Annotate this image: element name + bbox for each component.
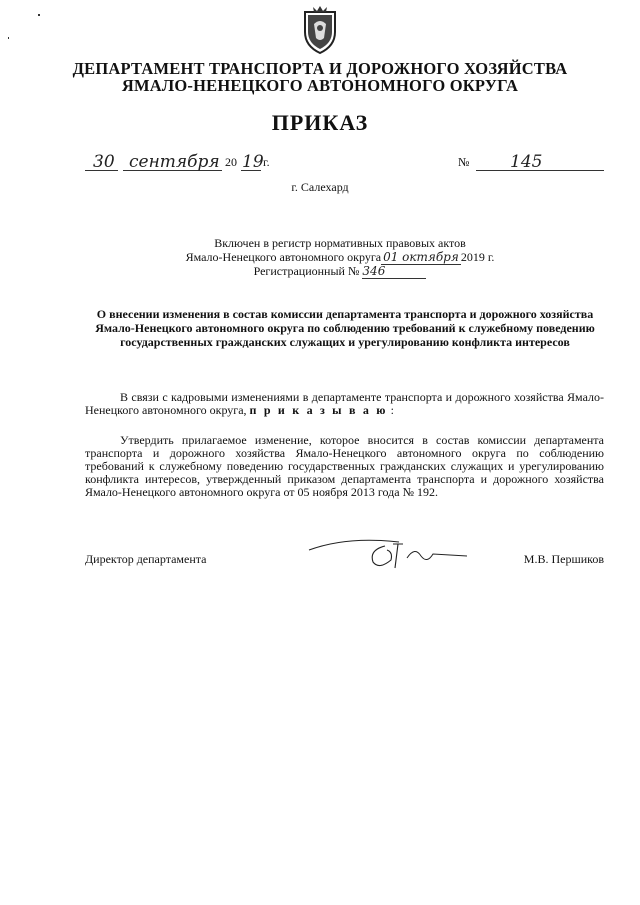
body-paragraph-1	[85, 391, 604, 417]
department-title-line2: ЯМАЛО-НЕНЕЦКОГО АВТОНОМНОГО ОКРУГА	[121, 76, 519, 95]
signatory-name: М.В. Першиков	[523, 552, 604, 566]
coat-of-arms-icon	[299, 4, 341, 56]
date-year-prefix: 20	[225, 155, 237, 169]
registry-line2-prefix: Ямало-Ненецкого автономного округа	[185, 250, 382, 264]
body-paragraph-2: Утвердить прилагаемое изменение, которое вносится в состав комиссии департамента транспорта и дорожного хозяйства Ямало-Ненецкого автономного округа по соблюдению требований к служебному поведению государственных гражданских служащих и урегулированию конфликта интересов, утвержденный приказом департамента транспорта и дорожного хозяйства Ямало-Ненецкого автономного округа от 05 ноября 2013 года № 192.	[85, 433, 604, 499]
number-value: 145	[510, 152, 543, 172]
paragraph-1-end: :	[390, 403, 394, 417]
order-subject: О внесении изменения в состав комиссии департамента транспорта и дорожного хозяйства Ямало-Ненецкого автономного округа по соблюдению требований к служебному поведению государственных гражданских служащих и урегулированию конфликта интересов	[95, 307, 595, 349]
department-title	[0, 60, 640, 94]
handwritten-signature-icon	[307, 538, 469, 576]
date-month: сентября	[129, 152, 220, 172]
order-number	[458, 152, 604, 174]
number-label: №	[458, 155, 470, 169]
date-year-suffix: 19	[242, 152, 264, 172]
city: г. Салехард	[291, 180, 349, 194]
registry-line2-suffix: 2019 г.	[460, 250, 495, 264]
signatory-position: Директор департамента	[85, 552, 207, 566]
registry-number: 346	[362, 264, 426, 279]
registry-date: 01 октября	[383, 250, 459, 264]
order-verb: п р и к а з ы в а ю	[249, 403, 388, 417]
order-date	[85, 152, 275, 174]
registry-line3	[150, 264, 530, 279]
department-title-line1: ДЕПАРТАМЕНТ ТРАНСПОРТА И ДОРОЖНОГО ХОЗЯЙСТВА	[72, 59, 568, 78]
registry-stamp	[150, 236, 530, 279]
date-day: 30	[93, 152, 115, 172]
scan-mark	[8, 37, 9, 39]
registry-number-label: Регистрационный №	[253, 264, 360, 278]
registry-line1: Включен в регистр нормативных правовых актов	[214, 236, 466, 250]
date-year-unit: г.	[263, 155, 270, 169]
paragraph-1-text: В связи с кадровыми изменениями в департаменте транспорта и дорожного хозяйства Ямало-Ненецкого автономного округа,	[85, 390, 604, 417]
document-kind: ПРИКАЗ	[271, 110, 369, 135]
scan-mark	[38, 14, 40, 16]
registry-line2	[150, 250, 530, 264]
